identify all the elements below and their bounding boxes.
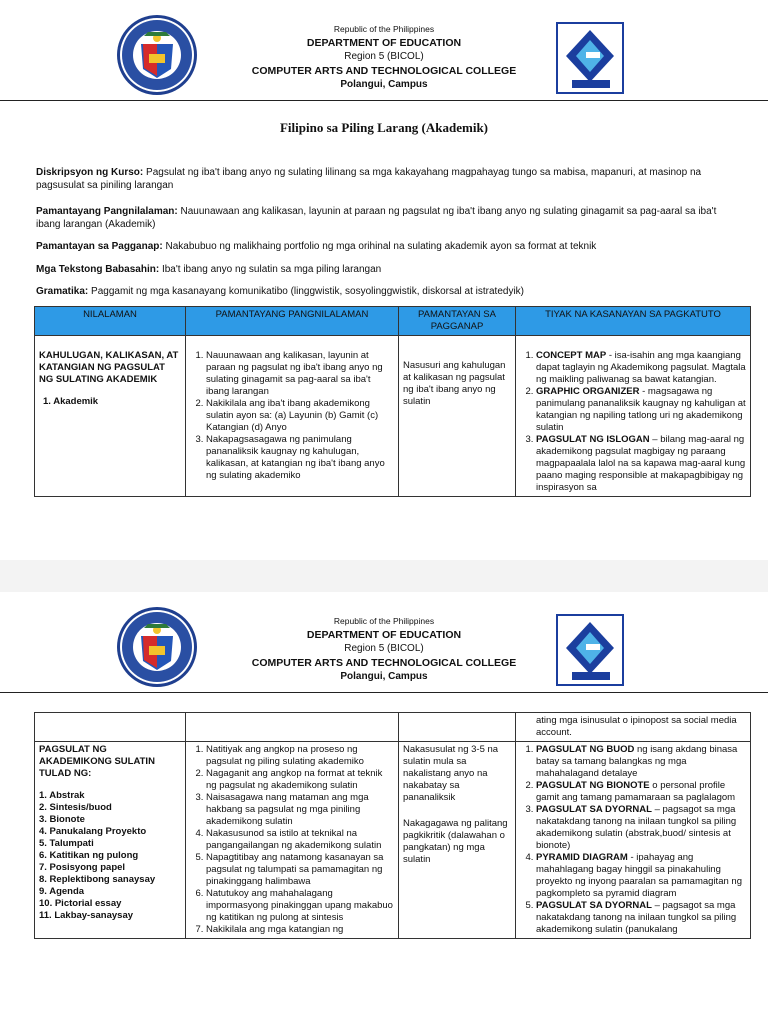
list-item: [536, 900, 746, 936]
list-item: 1. Nauunawaan ang kalikasan, layunin at paraan ng pagsulat ng iba't ibang anyo ng sulating ginagamit sa pag-aaral sa iba't ibang larangan: [206, 350, 394, 398]
performance-text: Nakagagawa ng palitang pagkikritik (dalawahan o pangkatan) ng mga sulatin: [403, 818, 508, 865]
list-item: 3. Bionote: [39, 814, 85, 825]
field-value: Pagsulat ng iba't ibang anyo ng sulating lilinang sa mga kakayahang magpahayag tungo sa mabisa, mapanuri, at masinop na pagsusulat sa piniling larangan: [36, 167, 702, 191]
college-logo: [556, 614, 624, 686]
header-pamantayang-pangnilalaman: PAMANTAYANG PANGNILALAMAN: [186, 307, 399, 336]
page-gap: [0, 560, 768, 592]
header-pamantayan-sa-pagganap: PAMANTAYAN SA PAGGANAP: [399, 307, 516, 336]
header-text: [0, 22, 768, 92]
performance-text: Nasusuri ang kahulugan at kalikasan ng pagsulat ng iba't ibang anyo ng sulatin: [403, 360, 506, 407]
skill-title: PAGSULAT NG BIONOTE: [536, 780, 650, 791]
region-label: Region 5 (BICOL): [344, 51, 424, 62]
table-row: [35, 336, 751, 497]
table-region-page-2: [0, 710, 768, 1024]
performance-standard: [36, 240, 736, 253]
skill-title: GRAPHIC ORGANIZER: [536, 386, 640, 397]
empty-cell: [399, 713, 516, 742]
list-item: 2. Sintesis/buod: [39, 802, 112, 813]
reading-texts: [36, 263, 736, 276]
skill-text: - magsagawa ng panimulang pananaliksik kaugnay ng kahuligan at katangian ng napiling tatlong uri ng akademikong sulatin: [536, 386, 746, 433]
skill-text: o personal profile gamit ang tamang pamamaraan sa paglalagom: [536, 780, 736, 803]
syllabus-table: [34, 306, 751, 497]
list-item: 11. Lakbay-sanaysay: [39, 910, 134, 921]
skill-title: PAGSULAT SA DYORNAL: [536, 804, 652, 815]
performance-text: Nakasusulat ng 3-5 na sulatin mula sa nakalistang anyo na nakabatay sa pananaliksik: [403, 744, 499, 803]
list-item: 3. Nakapagsasagawa ng panimulang pananaliksik kaugnay ng kahulugan, kalikasan, at katangian ng iba't ibang anyo ng sulating akademiko: [206, 434, 394, 482]
field-label: Mga Tekstong Babasahin:: [36, 264, 160, 275]
department-label: DEPARTMENT OF EDUCATION: [306, 629, 462, 641]
skill-title: PAGSULAT SA DYORNAL: [536, 900, 652, 911]
campus-label: Polangui, Campus: [340, 671, 428, 682]
document-title: Filipino sa Piling Larang (Akademik): [279, 120, 489, 135]
skill-text: – pagsagot sa mga nakatakdang tanong na inilaan tungkol sa piling akademikong sulatin (abstrak,buod/ sintesis at bionote): [536, 804, 737, 851]
field-label: Diskripsyon ng Kurso:: [36, 167, 144, 178]
grammar: [36, 285, 736, 298]
list-item: 4. Nakasusunod sa istilo at teknikal na pangangailangan ng akademikong sulatin: [206, 828, 394, 852]
field-value: Iba't ibang anyo ng sulatin sa mga piling larangan: [159, 264, 382, 275]
republic-label: Republic of the Philippines: [333, 616, 435, 626]
field-value: Paggamit ng mga kasanayang komunikatibo (linggwistik, sosyolinggwistik, diskorsal at istratedyik): [88, 286, 525, 297]
performance-cell: [399, 336, 516, 497]
skill-text: - ipahayag ang mahahlagang bagay hinggil sa pinakahuling proyekto ng inyong paaralan sa pamamagitan ng pagkompleto sa pyramid diagram: [536, 852, 742, 899]
department-label: DEPARTMENT OF EDUCATION: [306, 37, 462, 49]
skill-title: PYRAMID DIAGRAM: [536, 852, 628, 863]
header-text: [0, 614, 768, 684]
page-header: [0, 592, 768, 692]
field-label: Gramatika:: [36, 286, 89, 297]
field-label: Pamantayan sa Pagganap:: [36, 241, 163, 252]
republic-label: Republic of the Philippines: [333, 24, 435, 34]
field-label: Pamantayang Pangnilalaman:: [36, 206, 178, 217]
header-divider: [0, 692, 768, 693]
list-item: 8. Replektibong sanaysay: [39, 874, 156, 885]
list-item: 7. Posisyong papel: [39, 862, 126, 873]
skill-text: – pagsagot sa mga nakatakdang tanong na inilaan tungkol sa piling akademikong sulatin (panukalang: [536, 900, 737, 935]
content-standard: [36, 205, 736, 231]
header-tiyak-na-kasanayan: TIYAK NA KASANAYAN SA PAGKATUTO: [516, 307, 751, 336]
list-item: 9. Agenda: [39, 886, 85, 897]
list-item: 6. Natutukoy ang mahahalagang impormasyong pinakinggan upang makabuo ng katitikan ng pulong at sintesis: [206, 888, 394, 924]
list-item: [536, 780, 746, 804]
topic-list: [39, 790, 181, 922]
topic-title: KAHULUGAN, KALIKASAN, AT KATANGIAN NG PAGSULAT NG SULATING AKADEMIK: [39, 350, 179, 385]
topic-title: PAGSULAT NG AKADEMIKONG SULATIN TULAD NG:: [39, 744, 155, 779]
topic-cell: [35, 336, 186, 497]
list-item: 4. Panukalang Proyekto: [39, 826, 147, 837]
table-header-row: [35, 307, 751, 336]
list-item: 5. Napagtitibay ang natamong kasanayan sa pagsulat ng talumpati sa pamamagitan ng pinakinggang halimbawa: [206, 852, 394, 888]
topic-cell: [35, 742, 186, 939]
skills-cell: [516, 336, 751, 497]
page-header: [0, 0, 768, 100]
region-label: Region 5 (BICOL): [344, 643, 424, 654]
skill-title: CONCEPT MAP: [536, 350, 607, 361]
skills-continued-cell: [516, 713, 751, 742]
college-label: COMPUTER ARTS AND TECHNOLOGICAL COLLEGE: [251, 65, 517, 77]
college-logo: [556, 22, 624, 94]
content-standards-cell: [186, 742, 399, 939]
list-item: 3. Naisasagawa nang mataman ang mga hakbang sa pagsulat ng mga piniling akademikong sulatin: [206, 792, 394, 828]
list-item: 6. Katitikan ng pulong: [39, 850, 139, 861]
course-description: [36, 166, 736, 192]
field-value: Nauunawaan ang kalikasan, layunin at paraan ng pagsulat ng iba't ibang anyo ng sulating ginagamit sa pag-aaral sa iba't ibang larangan (Akademik): [36, 206, 717, 230]
campus-label: Polangui, Campus: [340, 79, 428, 90]
topic-subitem: 1. Akademik: [43, 396, 99, 407]
skill-title: PAGSULAT NG ISLOGAN: [536, 434, 650, 445]
list-item: 2. Nakikilala ang iba't ibang akademikong sulatin ayon sa: (a) Layunin (b) Gamit (c) Katangian (d) Anyo: [206, 398, 394, 434]
list-item: 5. Talumpati: [39, 838, 94, 849]
list-item: [536, 804, 746, 852]
document-page-2: [0, 592, 768, 1024]
list-item: [536, 350, 746, 386]
list-item: 1. Natitiyak ang angkop na proseso ng pagsulat ng piling sulating akademiko: [206, 744, 394, 768]
table-region-page-1: [0, 306, 768, 560]
skill-text: – bilang mag-aaral ng akademikong pagsulat magbigay ng paraang magpapaalala lalol na sa kapawa mag-aaral kung paano maging responsible at makapagbibigay ng inspirasyon sa: [536, 434, 746, 493]
list-item: [536, 852, 746, 900]
skills-cell: [516, 742, 751, 939]
syllabus-table-continued: [34, 712, 751, 939]
header-divider: [0, 100, 768, 101]
list-item: 2. Nagaganit ang angkop na format at teknik ng pagsulat ng akademikong sulatin: [206, 768, 394, 792]
skill-text: ng isang akdang binasa batay sa tamang balangkas ng mga mahahalagand detalaye: [536, 744, 738, 779]
header-nilalaman: NILALAMAN: [35, 307, 186, 336]
table-row: [35, 713, 751, 742]
field-value: Nakabubuo ng malikhaing portfolio ng mga orihinal na sulating akademik ayon sa format at teknik: [162, 241, 597, 252]
performance-cell: [399, 742, 516, 939]
table-row: [35, 742, 751, 939]
content-standards-cell: [186, 336, 399, 497]
skill-text: - isa-isahin ang mga kaangiang dapat taglayin ng Akademikong pagsulat. Magtala ng maikling paliwanag sa bawat katangian.: [536, 350, 746, 385]
list-item: [536, 434, 746, 494]
skill-title: PAGSULAT NG BUOD: [536, 744, 635, 755]
empty-cell: [186, 713, 399, 742]
skills-continued-text: ating mga isinusulat o ipinopost sa social media account.: [536, 715, 737, 738]
list-item: 1. Abstrak: [39, 790, 85, 801]
list-item: [536, 386, 746, 434]
list-item: [536, 744, 746, 780]
college-label: COMPUTER ARTS AND TECHNOLOGICAL COLLEGE: [251, 657, 517, 669]
list-item: 7. Nakikilala ang mga katangian ng: [206, 924, 394, 936]
empty-cell: [35, 713, 186, 742]
list-item: 10. Pictorial essay: [39, 898, 122, 909]
